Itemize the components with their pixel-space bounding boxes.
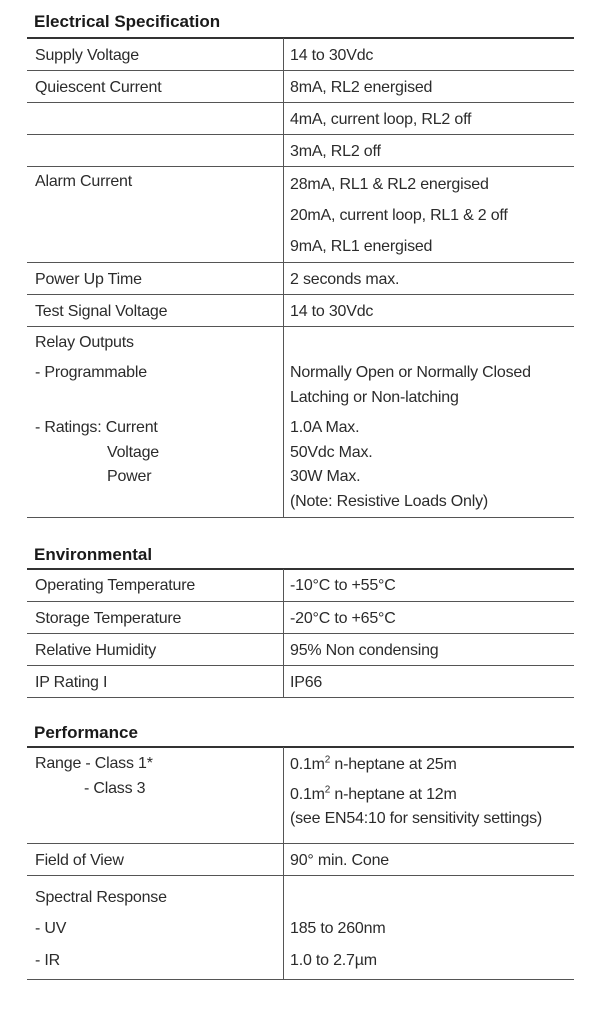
programmable-value: Normally Open or Normally Closed (290, 364, 531, 381)
quiescent-current-value: 3mA, RL2 off (290, 143, 381, 160)
uv-value: 185 to 260nm (290, 920, 386, 937)
divider (27, 875, 574, 876)
divider (27, 102, 574, 103)
performance-section-title: Performance (34, 723, 138, 742)
divider (27, 665, 574, 666)
range-class3-value: $0.1m^2$ n-heptane at 12m (290, 784, 457, 803)
range-class1-label: Range - Class 1* (35, 755, 153, 772)
divider (27, 568, 574, 570)
programmable-value: Latching or Non-latching (290, 389, 459, 406)
range-class1-value: $0.1m^2$ n-heptane at 25m (290, 754, 457, 773)
field-of-view-label: Field of View (35, 852, 124, 869)
field-of-view-value: 90° min. Cone (290, 852, 389, 869)
ir-value: 1.0 to 2.7µm (290, 952, 377, 969)
storage-temperature-value: -20°C to +65°C (290, 610, 396, 627)
ratings-voltage-value: 50Vdc Max. (290, 444, 373, 461)
spectral-response-label: Spectral Response (35, 889, 167, 906)
alarm-current-label: Alarm Current (35, 173, 132, 190)
column-divider (283, 38, 284, 517)
ratings-current-label: - Ratings: Current (35, 419, 158, 436)
divider (27, 746, 574, 748)
divider (27, 697, 574, 698)
ir-label: - IR (35, 952, 60, 969)
ip-rating-value: IP66 (290, 674, 323, 691)
uv-label: - UV (35, 920, 67, 937)
ratings-voltage-label: Voltage (107, 444, 159, 461)
column-divider (283, 747, 284, 979)
divider (27, 166, 574, 167)
ratings-power-label: Power (107, 468, 152, 485)
power-up-time-label: Power Up Time (35, 271, 142, 288)
divider (27, 134, 574, 135)
divider (27, 843, 574, 844)
divider (27, 262, 574, 263)
alarm-current-value: 20mA, current loop, RL1 & 2 off (290, 207, 508, 224)
relay-outputs-label: Relay Outputs (35, 334, 134, 351)
quiescent-current-value: 8mA, RL2 energised (290, 79, 433, 96)
supply-voltage-label: Supply Voltage (35, 47, 139, 64)
range-note: (see EN54:10 for sensitivity settings) (290, 810, 543, 827)
relative-humidity-label: Relative Humidity (35, 642, 157, 659)
electrical-section-title: Electrical Specification (34, 12, 221, 31)
ratings-current-value: 1.0A Max. (290, 419, 360, 436)
divider (27, 601, 574, 602)
divider (27, 294, 574, 295)
ratings-note: (Note: Resistive Loads Only) (290, 493, 489, 510)
divider (27, 70, 574, 71)
operating-temperature-value: -10°C to +55°C (290, 577, 396, 594)
supply-voltage-value: 14 to 30Vdc (290, 47, 374, 64)
divider (27, 326, 574, 327)
range-class3-label: - Class 3 (84, 780, 146, 797)
divider (27, 633, 574, 634)
divider (27, 37, 574, 39)
test-signal-voltage-value: 14 to 30Vdc (290, 303, 374, 320)
alarm-current-value: 9mA, RL1 energised (290, 238, 433, 255)
operating-temperature-label: Operating Temperature (35, 577, 196, 594)
ratings-power-value: 30W Max. (290, 468, 361, 485)
divider (27, 517, 574, 518)
programmable-label: - Programmable (35, 364, 147, 381)
power-up-time-value: 2 seconds max. (290, 271, 400, 288)
relative-humidity-value: 95% Non condensing (290, 642, 439, 659)
environmental-section-title: Environmental (34, 545, 153, 564)
storage-temperature-label: Storage Temperature (35, 610, 182, 627)
test-signal-voltage-label: Test Signal Voltage (35, 303, 168, 320)
alarm-current-value: 28mA, RL1 & RL2 energised (290, 176, 489, 193)
divider (27, 979, 574, 980)
quiescent-current-label: Quiescent Current (35, 79, 162, 96)
quiescent-current-value: 4mA, current loop, RL2 off (290, 111, 472, 128)
ip-rating-label: IP Rating I (35, 674, 108, 691)
